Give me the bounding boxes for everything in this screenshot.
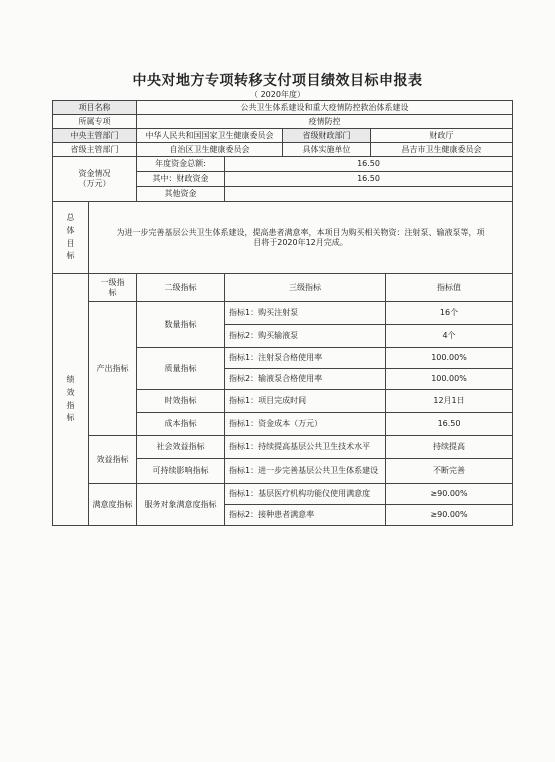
quality-indicator-1-value: 100.00%	[386, 348, 513, 369]
funds-label	[53, 157, 137, 202]
impl-unit-value: 昌吉市卫生健康委员会	[371, 143, 513, 157]
impl-unit-label: 具体实施单位	[283, 143, 371, 157]
header-level1	[89, 274, 137, 302]
sustainable-impact-label-text: 可持续影响指标	[152, 466, 209, 475]
quality-indicator-label: 质量指标	[137, 348, 225, 390]
overall-goal-label-text: 总体目标	[66, 212, 75, 261]
sustainable-impact-indicator-1-value: 不断完善	[386, 459, 513, 484]
service-satisfaction-label: 服务对象满意度指标	[137, 484, 225, 526]
perf-indicators-label	[53, 274, 89, 526]
satisfaction-indicator-label: 满意度指标	[89, 484, 137, 526]
satisfaction-indicator-1-value: ≥90.00%	[386, 484, 513, 505]
funds-label-line1: 资金情况	[78, 169, 111, 178]
header-level3: 三级指标	[225, 274, 386, 302]
prov-finance-value: 财政厅	[371, 129, 513, 143]
quantity-indicator-2-value: 4个	[386, 325, 513, 348]
sustainable-impact-label	[137, 459, 225, 484]
project-name-label: 项目名称	[53, 101, 137, 115]
timeliness-indicator-label: 时效指标	[137, 390, 225, 413]
timeliness-indicator-1-value: 12月1日	[386, 390, 513, 413]
quality-indicator-2-value: 100.00%	[386, 369, 513, 390]
funds-finance-value: 16.50	[225, 172, 513, 187]
cost-indicator-1: 指标1：资金成本（万元）	[225, 413, 386, 436]
quantity-indicator-1: 指标1：购买注射泵	[225, 302, 386, 325]
header-value: 指标值	[386, 274, 513, 302]
funds-other-value	[225, 187, 513, 202]
quantity-indicator-1-value: 16个	[386, 302, 513, 325]
benefit-indicator-label: 效益指标	[89, 436, 137, 484]
funds-total-label: 年度资金总额:	[137, 157, 225, 172]
special-project-value: 疫情防控	[137, 115, 513, 129]
social-benefit-indicator-1: 指标1：持续提高基层公共卫生技术水平	[225, 436, 386, 459]
project-name-value: 公共卫生体系建设和重大疫情防控救治体系建设	[137, 101, 513, 115]
funds-label-line2: （万元）	[78, 179, 111, 188]
quantity-indicator-label: 数量指标	[137, 302, 225, 348]
header-level2: 二级指标	[137, 274, 225, 302]
timeliness-indicator-1: 指标1：项目完成时间	[225, 390, 386, 413]
satisfaction-indicator-1: 指标1：基层医疗机构功能仪使用满意度	[225, 484, 386, 505]
prov-dept-value: 自治区卫生健康委员会	[137, 143, 283, 157]
perf-indicators-label-text: 绩效指标	[66, 374, 75, 423]
special-project-label: 所属专项	[53, 115, 137, 129]
quality-indicator-1: 指标1：注射泵合格使用率	[225, 348, 386, 369]
funds-total-value: 16.50	[225, 157, 513, 172]
cost-indicator-1-value: 16.50	[386, 413, 513, 436]
social-benefit-indicator-1-value: 持续提高	[386, 436, 513, 459]
overall-goal-text: 为进一步完善基层公共卫生体系建设，提高患者满意率，本项目为购买相关物资：注射泵、输液泵等，项目将于2020年12月完成。	[89, 202, 513, 274]
social-benefit-label: 社会效益指标	[137, 436, 225, 459]
central-dept-value: 中华人民共和国国家卫生健康委员会	[137, 129, 283, 143]
sustainable-impact-indicator-1: 指标1：进一步完善基层公共卫生体系建设	[225, 459, 386, 484]
central-dept-label: 中央主管部门	[53, 129, 137, 143]
funds-other-label: 其他资金	[137, 187, 225, 202]
cost-indicator-label: 成本指标	[137, 413, 225, 436]
document-year: （ 2020年度）	[250, 90, 305, 99]
satisfaction-indicator-2: 指标2：接种患者满意率	[225, 505, 386, 526]
prov-finance-label: 省级财政部门	[283, 129, 371, 143]
funds-finance-label: 其中：财政资金	[137, 172, 225, 187]
overall-goal-label	[53, 202, 89, 274]
quality-indicator-2: 指标2：输液泵合格使用率	[225, 369, 386, 390]
performance-target-table	[52, 100, 513, 526]
output-indicator-label: 产出指标	[89, 302, 137, 436]
document-title: 中央对地方专项转移支付项目绩效目标申报表	[132, 73, 423, 89]
prov-dept-label: 省级主管部门	[53, 143, 137, 157]
satisfaction-indicator-2-value: ≥90.00%	[386, 505, 513, 526]
header-level1-text: 一级指标	[100, 277, 125, 297]
quantity-indicator-2: 指标2：购买输液泵	[225, 325, 386, 348]
